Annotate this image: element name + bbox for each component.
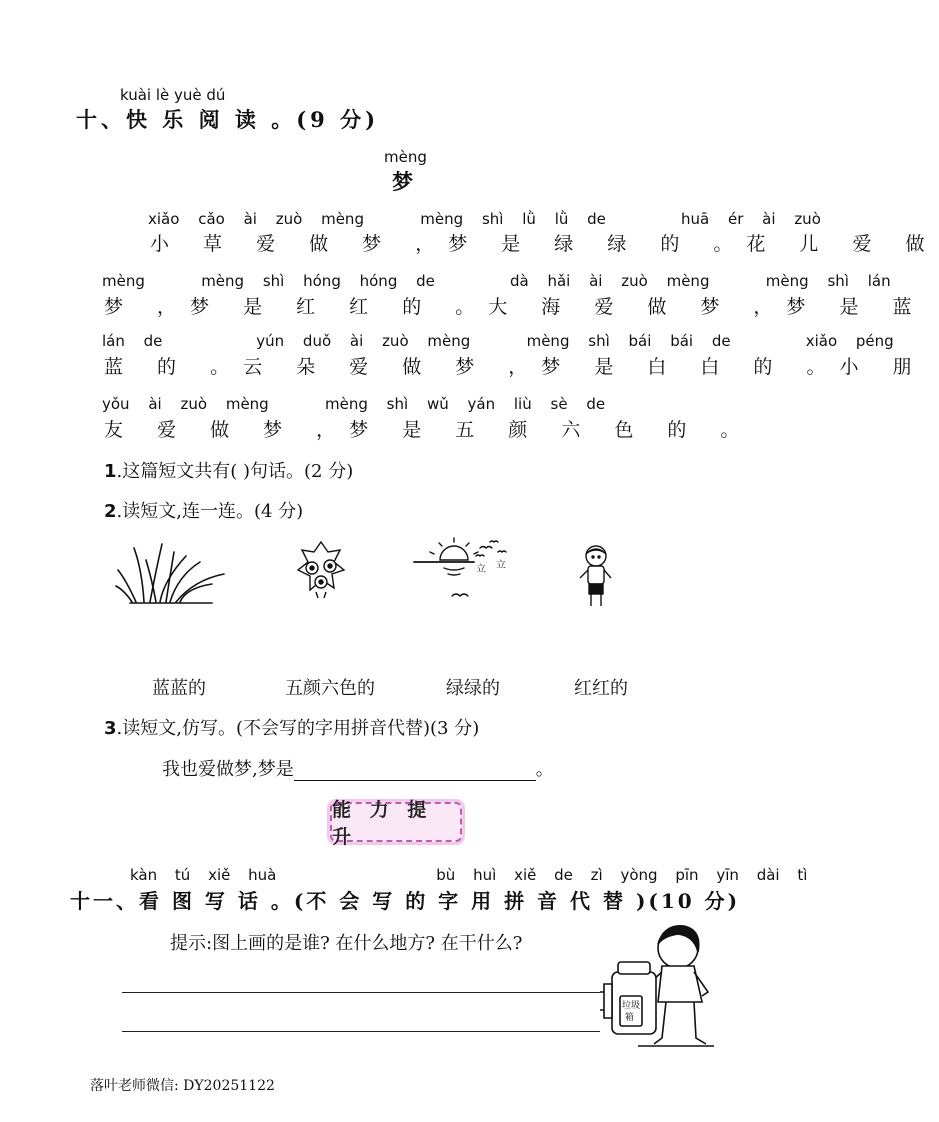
writing-hint: 提示:图上画的是谁? 在什么地方? 在干什么? xyxy=(170,933,523,954)
option-honghong: 红红的 xyxy=(574,678,628,699)
story-line1-pinyin: xiǎo cǎo ài zuò mèng mèng shì lǜ lǜ de huā ér ài zuò xyxy=(148,210,821,228)
child-picture xyxy=(578,544,614,610)
imitation-line: 我也爱做梦,梦是 。 xyxy=(162,759,554,780)
sea-picture-glyph: 立 xyxy=(476,564,486,575)
question-2: 2.读短文,连一连。(4 分) xyxy=(104,501,304,522)
grass-picture xyxy=(116,540,232,606)
child-trash-picture xyxy=(598,922,716,1052)
option-wuyanliuse: 五颜六色的 xyxy=(285,678,375,699)
writing-line-2[interactable] xyxy=(122,1031,600,1032)
story-line1-text: 小 草 爱 做 梦 ，梦 是 绿 绿 的 。花 儿 爱 做 xyxy=(150,233,939,255)
section10-pinyin: kuài lè yuè dú xyxy=(120,86,226,104)
option-lvlv: 绿绿的 xyxy=(446,678,500,699)
svg-text:立: 立 xyxy=(496,560,506,571)
section10-title: 十、快 乐 阅 读 。(9 分) xyxy=(76,107,380,132)
writing-line-1[interactable] xyxy=(122,992,600,993)
story-title-pinyin: mèng xyxy=(384,148,427,166)
question-3: 3.读短文,仿写。(不会写的字用拼音代替)(3 分) xyxy=(104,718,480,739)
story-line4-pinyin: yǒu ài zuò mèng mèng shì wǔ yán liù sè de xyxy=(102,395,606,413)
footer-wechat: 落叶老师微信: DY20251122 xyxy=(90,1078,275,1094)
story-line4-text: 友 爱 做 梦 ，梦 是 五 颜 六 色 的 。 xyxy=(104,419,754,441)
section11-pinyin: kàn tú xiě huà bù huì xiě de zì yòng pīn yīn dài tì xyxy=(130,866,808,884)
story-line2-text: 梦 ，梦 是 红 红 的 。大 海 爱 做 梦 ，梦 是 蓝 xyxy=(104,296,926,318)
story-line3-text: 蓝 的 。云 朵 爱 做 梦 ，梦 是 白 白 的 。小 朋 xyxy=(104,356,926,378)
bin-label-bottom: 箱 xyxy=(625,1013,635,1023)
section11-title: 十一、看 图 写 话 。(不 会 写 的 字 用 拼 音 代 替 )(10 分) xyxy=(70,889,741,913)
sea-picture xyxy=(414,538,510,604)
bin-label-top: 垃圾 xyxy=(622,1001,641,1011)
question-1: 1.这篇短文共有( )句话。(2 分) xyxy=(104,461,354,482)
story-line2-pinyin: mèng mèng shì hóng hóng de dà hǎi ài zuò mèng mèng shì lán xyxy=(102,272,891,290)
ability-badge: 能 力 提 升 xyxy=(330,802,462,842)
story-title: 梦 xyxy=(392,169,413,194)
option-lanlan: 蓝蓝的 xyxy=(152,678,206,699)
story-line3-pinyin: lán de yún duǒ ài zuò mèng mèng shì bái bái de xiǎo péng xyxy=(102,332,894,350)
imitation-blank[interactable] xyxy=(294,760,536,781)
flower-picture xyxy=(294,538,348,600)
